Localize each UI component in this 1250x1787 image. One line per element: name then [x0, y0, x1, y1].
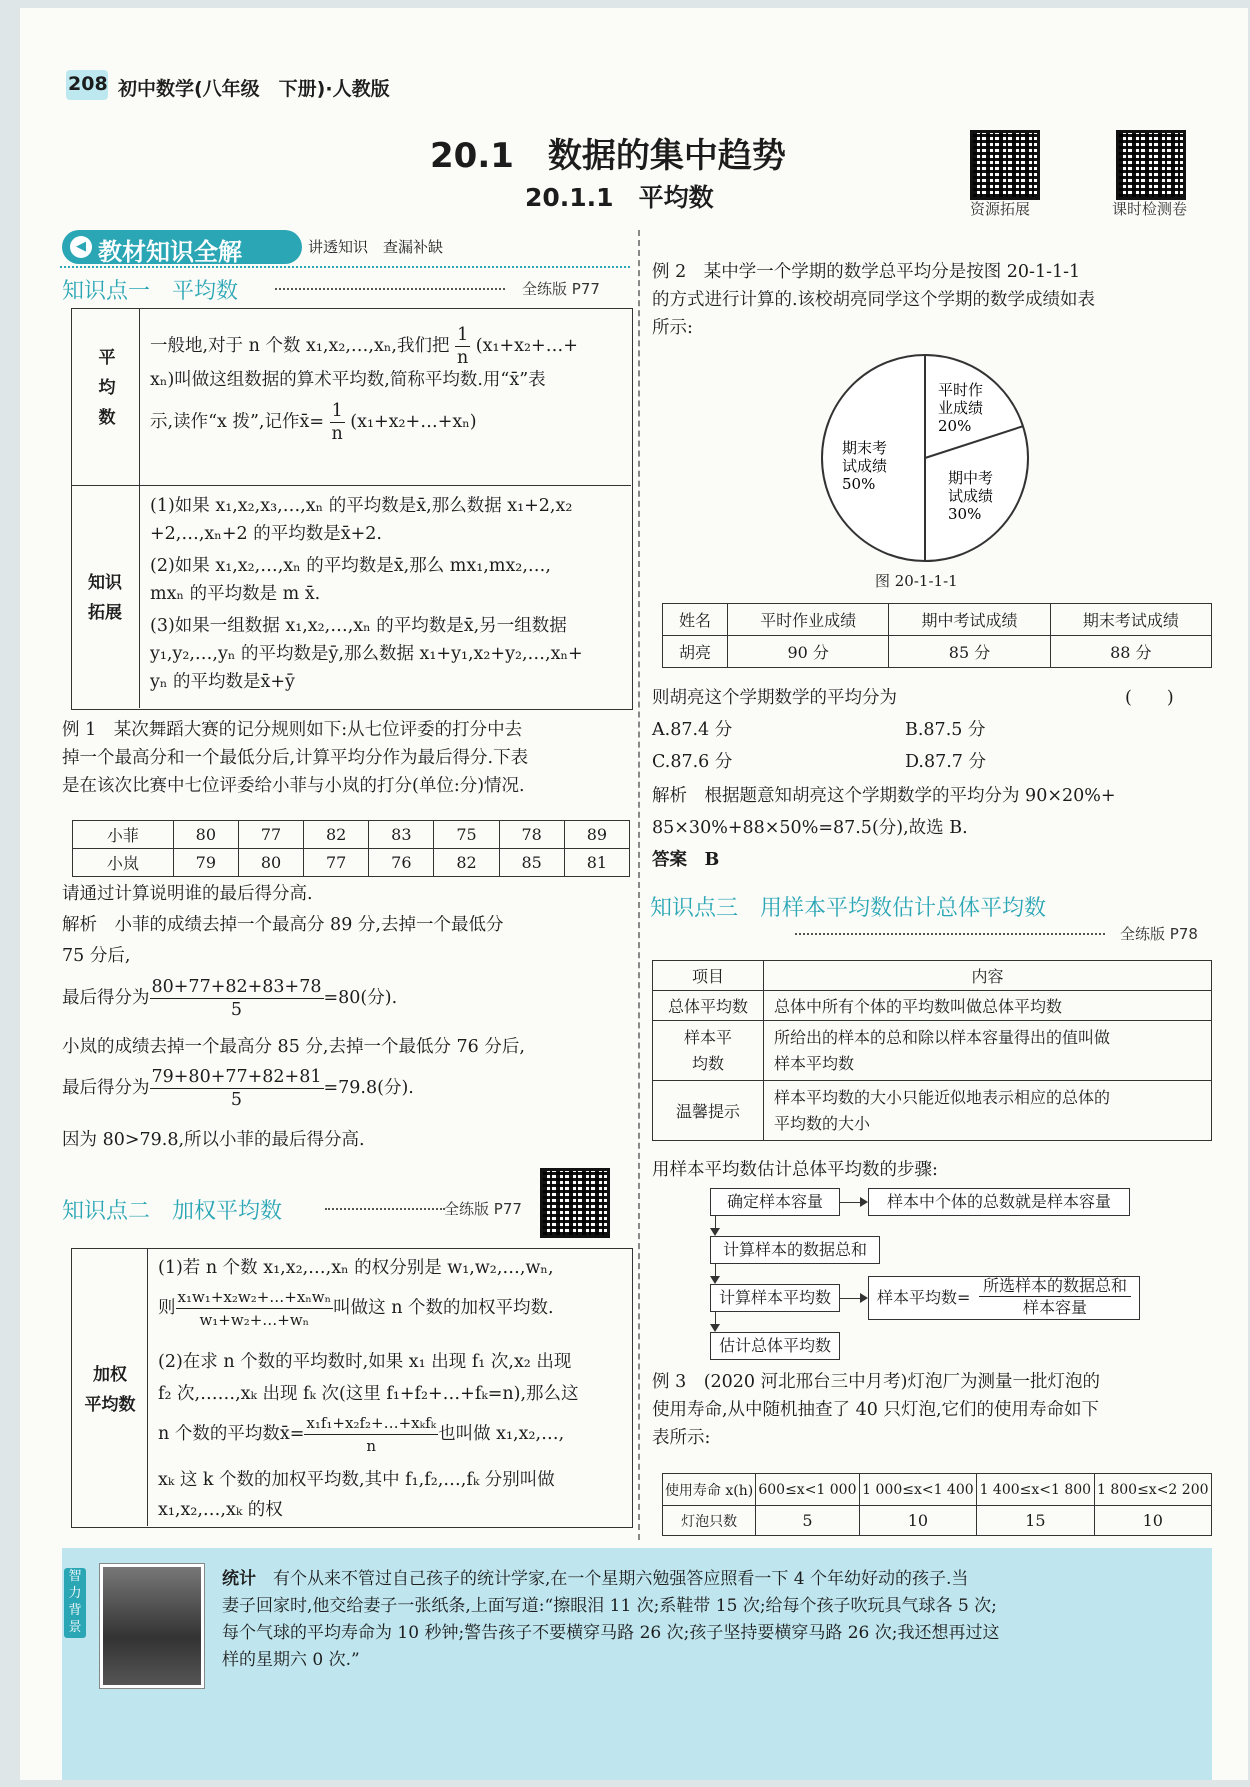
table-row: 总体平均数 总体中所有个体的平均数叫做总体平均数	[653, 991, 1212, 1021]
ex2-opt-c: C.87.6 分	[652, 752, 733, 772]
kp1-row-line	[71, 485, 631, 486]
kp3-steps-title: 用样本平均数估计总体平均数的步骤:	[652, 1160, 938, 1180]
table-row: 小菲 80 77 82 83 75 78 89	[73, 821, 630, 849]
footer-line: 统计 有个从来不管过自己孩子的统计学家,在一个星期六勉强答应照看一下 4 个年幼好动的孩子.当	[222, 1569, 969, 1589]
kp2-col-line	[147, 1248, 148, 1526]
kp1-def-line2: xₙ)叫做这组数据的算术平均数,简称平均数.用“x̄”表	[150, 370, 546, 390]
footer-photo	[100, 1564, 204, 1688]
kp3-table	[652, 960, 1212, 1141]
ex1-sol2: 75 分后,	[62, 946, 131, 966]
ex1-line: 掉一个最高分和一个最低分后,计算平均分作为最后得分.下表	[62, 748, 529, 768]
extend-line: (2)如果 x₁,x₂,…,xₙ 的平均数是x̄,那么 mx₁,mx₂,…,	[150, 556, 551, 576]
kp1-dots	[275, 288, 505, 290]
ex2-line: 例 2 某中学一个学期的数学总平均分是按图 20-1-1-1	[652, 262, 1081, 282]
ex1-score-table	[72, 820, 630, 877]
kp1-extend-text	[150, 492, 628, 696]
pie-label-homework: 平时作业成绩 20%	[938, 381, 984, 435]
kp1-label-extend: 知识 拓展	[88, 573, 122, 623]
qr-label-test: 课时检测卷	[1112, 200, 1188, 218]
qr-label-resources: 资源拓展	[970, 200, 1031, 218]
flow-formula-den: 样本容量	[1022, 1298, 1087, 1317]
ex3-line: 使用寿命,从中随机抽查了 40 只灯泡,它们的使用寿命如下	[652, 1400, 1100, 1420]
kp2-dots	[325, 1208, 445, 1210]
flow-formula-num: 所选样本的数据总和	[979, 1275, 1131, 1297]
ex2-sol1: 解析 根据题意知胡亮这个学期数学的平均分为 90×20%+	[652, 786, 1116, 806]
kp3-ref: 全练版 P78	[1120, 925, 1198, 943]
ex2-sol2: 85×30%+88×50%=87.5(分),故选 B.	[652, 818, 968, 838]
ex1-formula2: 最后得分为 $\frac{79+80+77+82+81}{5}$ =79.8(分).	[62, 1067, 414, 1110]
kp2-l1: (1)若 n 个数 x₁,x₂,…,xₙ 的权分别是 w₁,w₂,…,wₙ,	[158, 1258, 554, 1278]
ex1-sol4: 因为 80>79.8,所以小菲的最后得分高.	[62, 1130, 365, 1150]
table-row: 姓名 平时作业成绩 期中考试成绩 期末考试成绩	[663, 604, 1212, 636]
extend-line: y₁,y₂,…,yₙ 的平均数是ȳ,那么数据 x₁+y₁,x₂+y₂,…,xₙ+	[150, 644, 583, 664]
flow-step-size: 确定样本容量	[710, 1188, 840, 1216]
table-row: 项目 内容	[653, 961, 1212, 991]
footer-title: 统计	[222, 1569, 256, 1589]
kp1-heading: 知识点一 平均数	[62, 279, 239, 304]
pie-label-final: 期末考试成绩 50%	[842, 439, 888, 493]
section-title: 20.1 数据的集中趋势	[430, 136, 786, 176]
footer-line: 样的星期六 0 次.”	[222, 1650, 360, 1670]
book-title: 初中数学(八年级 下册)·人教版	[118, 78, 390, 100]
page-number-badge	[66, 70, 108, 100]
kp2-l4: f₂ 次,……,xₖ 出现 fₖ 次(这里 f₁+f₂+…+fₖ=n),那么这	[158, 1384, 579, 1404]
footer-panel	[62, 1548, 1212, 1780]
footer-text	[222, 1566, 1212, 1674]
ex3-line: 表所示:	[652, 1428, 711, 1448]
ex1-question: 请通过计算说明谁的最后得分高.	[62, 884, 313, 904]
divider	[60, 266, 630, 268]
kp3-heading: 知识点三 用样本平均数估计总体平均数	[650, 896, 1047, 921]
kp2-l3: (2)在求 n 个数的平均数时,如果 x₁ 出现 f₁ 次,x₂ 出现	[158, 1352, 572, 1372]
flow-arrow-down	[715, 1264, 716, 1282]
figure-caption: 图 20-1-1-1	[875, 572, 958, 590]
qr-code-test[interactable]	[1116, 130, 1186, 200]
table-row: 样本平 均数 所给出的样本的总和除以样本容量得出的值叫做 样本平均数	[653, 1021, 1212, 1081]
ex3-table	[662, 1473, 1212, 1536]
pie-chart	[810, 343, 1040, 573]
footer-line: 妻子回家时,他交给妻子一张纸条,上面写道:“擦眼泪 11 次;系鞋带 15 次;给每个孩子吹玩具气球各 5 次;	[222, 1596, 997, 1616]
kp1-col-line	[139, 308, 140, 708]
ex1-text	[62, 716, 632, 800]
kp2-l7: x₁,x₂,…,xₖ 的权	[158, 1500, 283, 1520]
flow-arrow	[840, 1202, 866, 1203]
flow-note-size: 样本中个体的总数就是样本容量	[868, 1188, 1130, 1216]
ex1-formula1: 最后得分为 $\frac{80+77+82+83+78}{5}$ =80(分).	[62, 977, 398, 1020]
knowledge-banner	[62, 230, 302, 264]
table-row: 小岚 79 80 77 76 82 85 81	[73, 849, 630, 877]
qr-code-kp2[interactable]	[540, 1168, 610, 1238]
banner-title: 教材知识全解	[98, 238, 242, 266]
kp1-label-mean: 平 均 数	[98, 348, 116, 428]
ex2-answer: 答案 B	[652, 850, 720, 870]
flow-step-mean: 计算样本平均数	[710, 1284, 840, 1312]
page	[20, 8, 1248, 1780]
qr-code-resources[interactable]	[970, 130, 1040, 200]
ex1-line: 是在该次比赛中七位评委给小菲与小岚的打分(单位:分)情况.	[62, 776, 525, 796]
ex1-sol3: 小岚的成绩去掉一个最高分 85 分,去掉一个最低分 76 分后,	[62, 1037, 525, 1057]
flow-step-sum: 计算样本的数据总和	[710, 1236, 880, 1264]
kp1-def-line3: 示,读作“x 拨”,记作x̄= $\frac{1}{n}$ (x₁+x₂+…+xₙ)	[150, 401, 477, 444]
extend-line: yₙ 的平均数是x̄+ȳ	[150, 672, 295, 692]
ex2-text	[652, 258, 1212, 342]
flow-arrow	[840, 1298, 866, 1299]
table-row: 灯泡只数 5 10 15 10	[663, 1506, 1212, 1536]
ex2-opt-d: D.87.7 分	[905, 752, 986, 772]
table-row: 使用寿命 x(h) 600≤x<1 000 1 000≤x<1 400 1 400≤x<1 800 1 800≤x<2 200	[663, 1474, 1212, 1506]
flow-arrow-down	[715, 1216, 716, 1234]
kp2-label: 加权 平均数	[84, 1365, 136, 1415]
flow-note-mean	[868, 1276, 1140, 1320]
kp2-heading: 知识点二 加权平均数	[62, 1199, 283, 1224]
kp1-ref: 全练版 P77	[522, 280, 600, 298]
table-row: 胡亮 90 分 85 分 88 分	[663, 636, 1212, 668]
kp3-dots	[795, 933, 1105, 935]
ex2-opt-a: A.87.4 分	[652, 720, 733, 740]
kp2-l2: 则 $\frac{\text{x₁w₁+x₂w₂+…+xₙwₙ}}{\text{w₁+w₂+…+wₙ}}$ 叫做这 n 个数的加权平均数.	[158, 1288, 554, 1329]
kp2-l5: n 个数的平均数x̄= $\frac{\text{x₁f₁+x₂f₂+…+xₖfₖ}}{n}$ 也叫做 x₁,x₂,…,	[158, 1414, 565, 1455]
flow-arrow-down	[715, 1312, 716, 1330]
kp1-def-line1: 一般地,对于 n 个数 x₁,x₂,…,xₙ,我们把 $\frac{1}{n}$ (x₁+x₂+…+	[150, 325, 578, 368]
subsection-title: 20.1.1 平均数	[525, 183, 714, 212]
ex2-opt-b: B.87.5 分	[905, 720, 986, 740]
kp2-ref: 全练版 P77	[444, 1200, 522, 1218]
speaker-icon: ◀	[70, 236, 92, 258]
extend-line: +2,…,xₙ+2 的平均数是x̄+2.	[150, 524, 382, 544]
extend-line: (3)如果一组数据 x₁,x₂,…,xₙ 的平均数是x̄,另一组数据	[150, 616, 567, 636]
pie-label-midterm: 期中考试成绩 30%	[948, 469, 994, 523]
ex3-line: 例 3 (2020 河北邢台三中月考)灯泡厂为测量一批灯泡的	[652, 1372, 1100, 1392]
footer-line: 每个气球的平均寿命为 10 秒钟;警告孩子不要横穿马路 26 次;孩子坚持要横穿马路 26 次;我还想再过这	[222, 1623, 1000, 1643]
flow-step-estimate: 估计总体平均数	[710, 1332, 840, 1360]
flow-formula-lhs: 样本平均数=	[877, 1288, 971, 1307]
ex1-line: 例 1 某次舞蹈大赛的记分规则如下:从七位评委的打分中去	[62, 720, 523, 740]
extend-line: (1)如果 x₁,x₂,x₃,…,xₙ 的平均数是x̄,那么数据 x₁+2,x₂	[150, 496, 573, 516]
ex3-text	[652, 1368, 1212, 1452]
kp2-l6: xₖ 这 k 个数的加权平均数,其中 f₁,f₂,…,fₖ 分别叫做	[158, 1470, 555, 1490]
ex1-sol1: 解析 小菲的成绩去掉一个最高分 89 分,去掉一个最低分	[62, 915, 504, 935]
footer-tag: 智力背景	[64, 1568, 86, 1638]
ex2-score-table	[662, 603, 1212, 668]
ex2-paren: ( )	[1125, 688, 1174, 708]
ex2-line: 的方式进行计算的.该校胡亮同学这个学期的数学成绩如表	[652, 290, 1096, 310]
page-number: 208	[68, 73, 108, 95]
extend-line: mxₙ 的平均数是 m x̄.	[150, 584, 321, 604]
ex2-question: 则胡亮这个学期数学的平均分为	[652, 688, 897, 708]
ex2-line: 所示:	[652, 318, 693, 338]
banner-tag: 讲透知识 查漏补缺	[308, 238, 444, 256]
column-divider	[638, 230, 640, 1540]
table-row: 温馨提示 样本平均数的大小只能近似地表示相应的总体的 平均数的大小	[653, 1081, 1212, 1141]
